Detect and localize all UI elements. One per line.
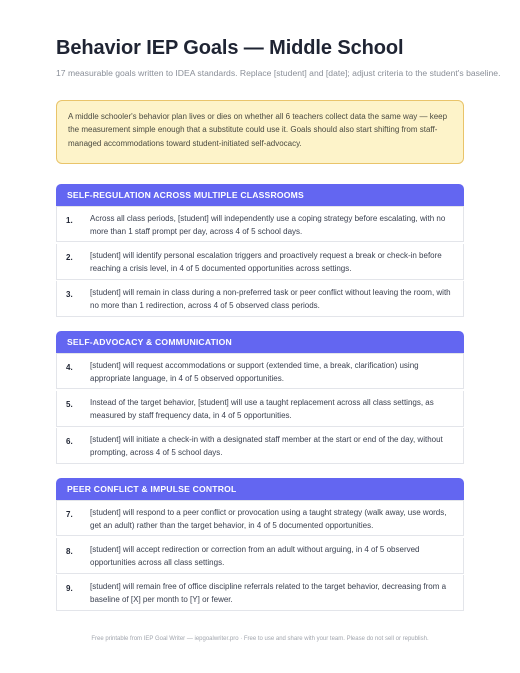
section-header-self-advocacy: SELF-ADVOCACY & COMMUNICATION: [56, 331, 464, 353]
goal-row: [56, 538, 464, 574]
goal-row: [56, 575, 464, 611]
page-footer: Free printable from IEP Goal Writer — iepgoalwriter.pro · Free to use and share with your team. Please do not sell or republish.: [91, 636, 429, 642]
goal-row: [56, 206, 464, 242]
goal-text: [student] will initiate a check-in with a designated staff member at the start or end of the day, without prompting, across 4 of 5 school days.: [90, 435, 443, 457]
goal-row: [56, 281, 464, 317]
goal-number: 4.: [66, 363, 73, 372]
section-header-self-regulation: SELF-REGULATION ACROSS MULTIPLE CLASSROOMS: [56, 184, 464, 206]
goal-text: [student] will identify personal escalation triggers and proactively request a break or check-in before reaching a crisis level, in 4 of 5 documented opportunities across settings.: [90, 251, 442, 273]
page-subtitle: 17 measurable goals written to IDEA standards. Replace [student] and [date]; adjust criteria to the student's baseline.: [56, 68, 501, 78]
goal-row: [56, 353, 464, 389]
goal-number: 3.: [66, 290, 73, 299]
goal-text: Across all class periods, [student] will independently use a coping strategy before escalating, with no more than 1 staff prompt per day, across 4 of 5 school days.: [90, 214, 446, 236]
goal-number: 9.: [66, 584, 73, 593]
guidance-callout: A middle schooler's behavior plan lives or dies on whether all 6 teachers collect data the same way — keep the measurement simple enough that a substitute could use it. Goals should also start shifting from staff-managed accommodations toward student-initiated self-advocacy.: [56, 100, 464, 164]
goal-text: Instead of the target behavior, [student] will use a taught replacement across all class settings, as measured by staff frequency data, in 4 of 5 opportunities.: [90, 398, 434, 420]
goal-number: 1.: [66, 216, 73, 225]
goal-row: [56, 500, 464, 536]
goal-number: 2.: [66, 253, 73, 262]
goal-number: 8.: [66, 547, 73, 556]
goal-number: 7.: [66, 510, 73, 519]
goal-text: [student] will remain free of office discipline referrals related to the target behavior, decreasing from a baseline of [X] per month to [Y] or fewer.: [90, 582, 447, 604]
goal-text: [student] will request accommodations or support (extended time, a break, clarification) using appropriate language, in 4 of 5 observed opportunities.: [90, 361, 419, 383]
goal-row: [56, 244, 464, 280]
goal-number: 6.: [66, 437, 73, 446]
goal-text: [student] will accept redirection or correction from an adult without arguing, in 4 of 5 observed opportunities across all class settings.: [90, 545, 420, 567]
goal-row: [56, 391, 464, 427]
goal-text: [student] will respond to a peer conflict or provocation using a taught strategy (walk away, use words, get an adult) rather than the target behavior, in 4 of 5 documented opportunities.: [90, 508, 447, 530]
goal-text: [student] will remain in class during a non-preferred task or peer conflict without leaving the room, with no more than 1 redirection, across 4 of 5 observed class periods.: [90, 288, 451, 310]
goal-number: 5.: [66, 400, 73, 409]
page-title: Behavior IEP Goals — Middle School: [56, 37, 404, 59]
section-header-peer-conflict: PEER CONFLICT & IMPULSE CONTROL: [56, 478, 464, 500]
goal-row: [56, 428, 464, 464]
